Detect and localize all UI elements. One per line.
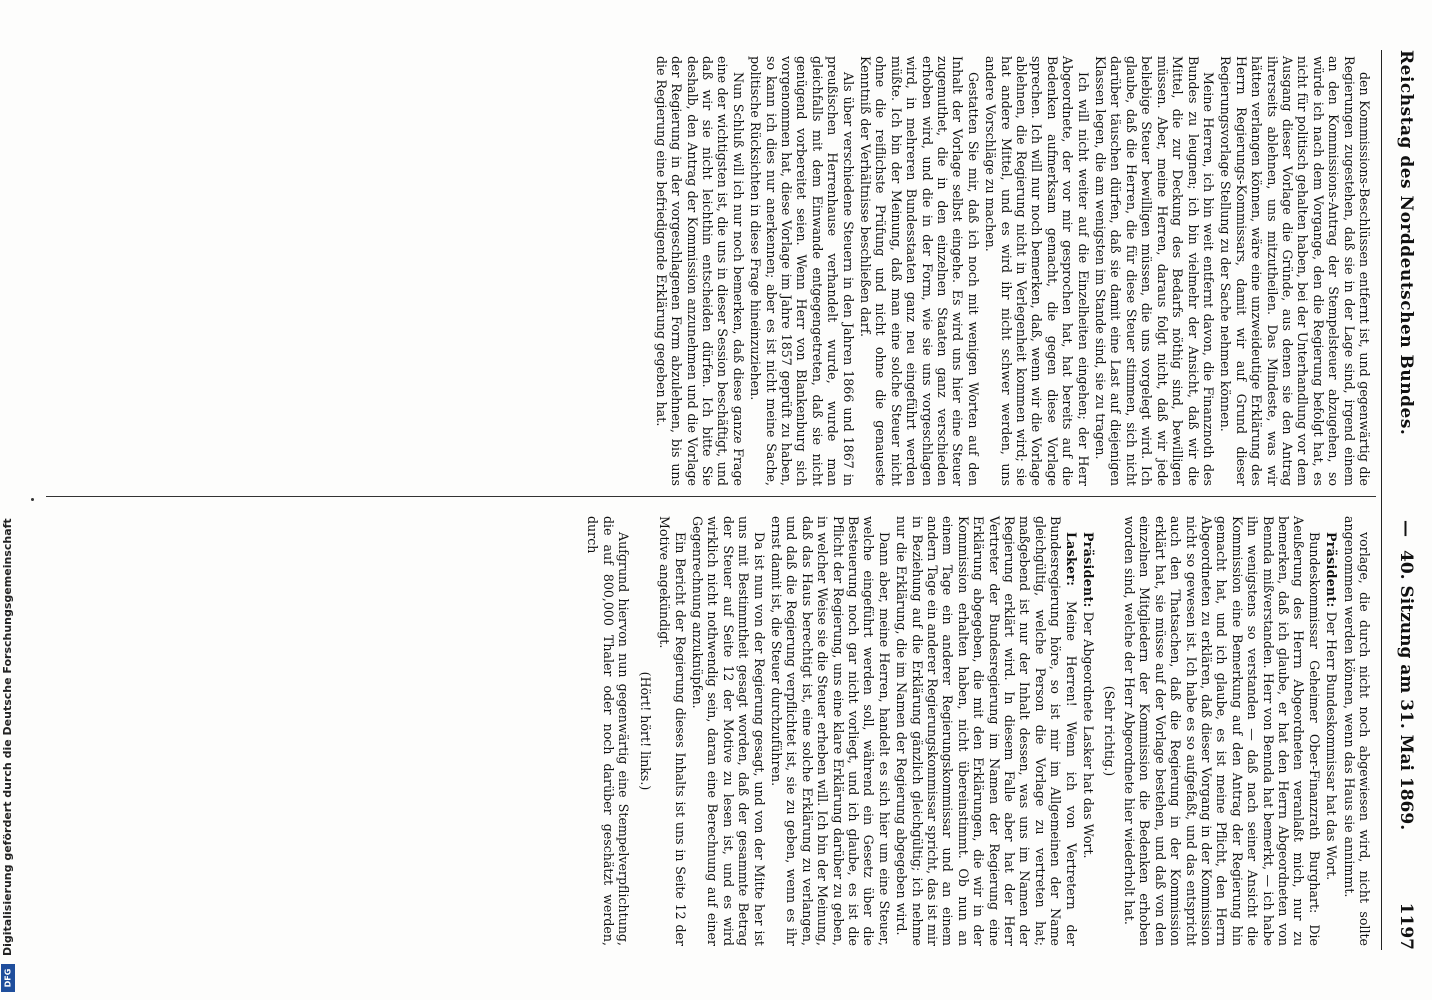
text-column-right	[583, 516, 1372, 946]
paragraph	[983, 56, 1091, 486]
paragraph-text: Ich will nicht weiter auf die Einzelheiten eingehen; der Herr Abgeordnete, der vor mir gesprochen hat, hat bereits auf die Bedenken aufmerksam gemacht, die gegen diese Vorlage sprechen. Ich will nur noch bemerken, daß, wenn wir die Vorlage ablehnen, die Regierung nicht in Verlegenheit kommen wird; sie hat andere Mittel, und es wird ihr nicht schwer werden, uns andere Vorschläge zu machen.	[983, 56, 1091, 486]
paragraph-text: vorlage, die durch nicht noch abgewiesen wird, nicht sollte angenommen werden können, wenn das Haus sie annimmt.	[1341, 516, 1372, 946]
paragraph	[653, 56, 745, 486]
paragraph	[1093, 56, 1216, 486]
column-divider	[46, 496, 1376, 497]
dfg-logo-text: DFG	[3, 968, 13, 988]
paragraph	[1122, 516, 1322, 946]
paragraph	[769, 516, 892, 946]
paragraph-text: den Kommissions-Beschlüssen entfernt ist, und gegenwärtig die Regierungen zugestehen, daß sie in der Lage sind, irgend einem an den Kommissions-Antrag der Stempelsteuer abzugehen, so würde ich nach dem Vorgange, den die Regierung befolgt hat, es nicht für politisch gehalten haben, bei der Unterhandlung vor dem Ausgang dieser Vorlage die Gründe, aus denen sie den Antrag ihrerseits ablehnen, uns mitzutheilen. Das Mindeste, was wir hätten verlangen können, wäre eine unzweideutige Erklärung des Herrn Regierungs-Kommissars, damit wir auf Grund dieser Regierungsvorlage Stellung zu der Sache nehmen können.	[1218, 56, 1372, 486]
paragraph-text: Da ist nun von der Regierung gesagt, und von der Mitte her ist uns mit Bestimmtheit gesagt worden, daß der gesammte Betrag der Steuer auf Seite 12 der Motive zu lesen ist, und es wird wirklich nicht nothwendig sein, daran eine Berechnung auf einer Gegenrechnung anzuknüpfen.	[689, 516, 767, 946]
page-header	[1388, 50, 1416, 950]
speaker-name: Präsident:	[1324, 532, 1340, 608]
paragraph	[1218, 56, 1372, 486]
paragraph	[657, 516, 688, 946]
header-title: Reichstag des Norddeutschen Bundes.	[1396, 50, 1416, 436]
paragraph	[637, 516, 652, 946]
paragraph-text: Meine Herren! Wenn ich von Vertretern der Bundesregierung höre, so ist mir im Allgemeinen der Name gleichgültig, welche Person die Vorlage zu vertreten hat; maßgebend ist nur der Inhalt dessen, was uns im Namen der Regierung erklärt wird. In diesem Falle aber hat der Herr Vertreter der Bundesregierung im Namen der Regierung eine Erklärung abgegeben, die mit den Erklärungen, die wir in der Kommission erhalten haben, nicht übereinstimmt. Ob nun an einem Tage ein anderer Regierungskommissar und an einem andern Tage ein anderer Regierungskommissar spricht, das ist mir in Beziehung auf die Erklärung gänzlich gleichgültig; ich nehme nur die Erklärung, die im Namen der Regierung abgegeben wird.	[894, 516, 1079, 946]
paragraph-text: Dann aber, meine Herren, handelt es sich hier um eine Steuer, welche eingeführt werden soll, während ein Gesetz über die Besteuerung noch gar nicht vorliegt, und ich glaube, es ist die Pflicht der Regierung, uns eine klare Erklärung darüber zu geben, in welcher Weise sie die Steuer erheben will. Ich bin der Meinung, daß das Haus berechtigt ist, eine solche Erklärung zu verlangen, und daß die Regierung verpflichtet ist, sie zu geben, wenn es ihr ernst damit ist, die Steuer durchzuführen.	[768, 516, 892, 946]
paragraph	[858, 56, 981, 486]
paragraph	[1102, 516, 1117, 946]
paragraph-text: (Sehr richtig.)	[1102, 685, 1118, 777]
paragraph	[585, 516, 631, 946]
header-rule	[1381, 50, 1382, 950]
paragraph-text: (Hört! hört! links.)	[637, 671, 653, 791]
paragraph-text: Gestatten Sie mir, daß ich noch mit wenigen Worten auf den Inhalt der Vorlage selbst eingehe. Es wird uns hier eine Steuer zugemuthet, die in den einzelnen Staaten ganz verschieden erhoben wird, und die in der Form, wie sie uns vorgeschlagen wird, in mehreren Bundesstaaten ganz neu eingeführt werden müßte. Ich bin der Meinung, daß man eine solche Steuer nicht ohne die reiflichste Prüfung und nicht ohne die genaueste Kenntniß der Verhältnisse beschließen darf.	[858, 56, 981, 486]
paragraph-text: Aufgrund hiervon nun gegenwärtig eine Stempelverpflichtung, die auf 800,000 Thaler oder noch darüber geschätzt werden, durch	[585, 516, 632, 946]
speaker-name: Lasker:	[1063, 532, 1079, 587]
paragraph-text: Der Herr Bundeskommissar hat das Wort.	[1324, 611, 1340, 881]
page-number: 1197	[1396, 902, 1416, 950]
header-separator: —	[1396, 520, 1416, 537]
footer-credit: Digitalisierung gefördert durch die Deutsche Forschungsgemeinschaft	[1, 518, 14, 956]
paragraph-text: Als über verschiedene Steuern in den Jahren 1866 und 1867 in preußischen Herrenhause verhandelt wurde, wurde man gleichfalls mit dem Einwande entgegengetreten, daß sie nicht genügend vorbereitet seien. Wenn Herr von Blankenburg sich vorgenommen hat, diese Vorlage im Jahre 1857 geprüft zu haben, so kann ich dies nur anerkennen; aber es ist nicht meine Sache, politische Rücksichten in diese Frage hineinzuziehen.	[748, 56, 856, 486]
paragraph	[1324, 516, 1339, 946]
paragraph-text: Meine Herren, ich bin weit entfernt davon, die Finanznoth des Bundes zu leugnen; ich bin vielmehr der Ansicht, daß wir die Mittel, die zur Deckung des Bedarfs nöthig sind, bewilligen müssen. Aber, meine Herren, daraus folgt nicht, daß wir jede beliebige Steuer bewilligen müssen, die uns vorgelegt wird. Ich glaube, daß die Herren, die für diese Steuer stimmen, sich nicht darüber täuschen dürfen, daß sie damit eine Last auf diejenigen Klassen legen, die am wenigsten im Stande sind, sie zu tragen.	[1093, 56, 1216, 486]
scan-speck	[31, 498, 34, 501]
dfg-logo-icon	[1, 964, 15, 992]
paragraph-text: Nun Schluß will ich nur noch bemerken, daß diese ganze Frage eine der wichtigsten ist, die uns in dieser Session beschäftigt, und daß wir sie nicht leichthin entscheiden dürfen. Ich bitte Sie deshalb, den Antrag der Kommission anzunehmen und die Vorlage der Regierung in der vorgeschlagenen Form abzulehnen, bis uns die Regierung eine befriedigende Erklärung gegeben hat.	[653, 56, 746, 486]
paragraph	[894, 516, 1079, 946]
header-session: 40. Sitzung am 31. Mai 1869.	[1396, 550, 1416, 831]
text-column-left	[651, 56, 1372, 486]
speaker-name: Präsident:	[1081, 532, 1097, 608]
paragraph	[1081, 516, 1096, 946]
paragraph-text: Ein Bericht der Regierung dieses Inhalts ist uns in Seite 12 der Motive angekündigt.	[657, 516, 688, 946]
paragraph	[1341, 516, 1372, 946]
paragraph-text: Bundeskommissar Geheimer Ober-Finanzrath Burghart: Die Aeußerung des Herrn Abgeordneten veranlaßt mich, nur zu bemerken, daß ich glaube, er hat den Herrn Abgeordneten von Bennda mißverstanden. Herr von Bennda hat bemerkt, — ich habe ihn wenigstens so verstanden — daß nach seiner Ansicht die Kommission eine Bemerkung auf den Antrag der Regierung hin gemacht hat, und ich glaube, es ist meine Pflicht, den Herrn Abgeordneten zu erklären, daß dieser Vorgang in der Kommission nicht so gewesen ist. Ich habe es so aufgefaßt, und das entspricht auch den Thatsachen, daß die Regierung in der Kommission erklärt hat, sie müsse auf der Vorlage bestehen, und daß von den einzelnen Mitgliedern der Kommission die Bedenken erhoben worden sind, welche der Herr Abgeordnete hier wiederholt hat.	[1121, 516, 1322, 946]
paragraph	[690, 516, 767, 946]
paragraph	[748, 56, 856, 486]
footer-credit-strip	[2, 396, 16, 956]
paragraph-text: Der Abgeordnete Lasker hat das Wort.	[1081, 611, 1097, 859]
